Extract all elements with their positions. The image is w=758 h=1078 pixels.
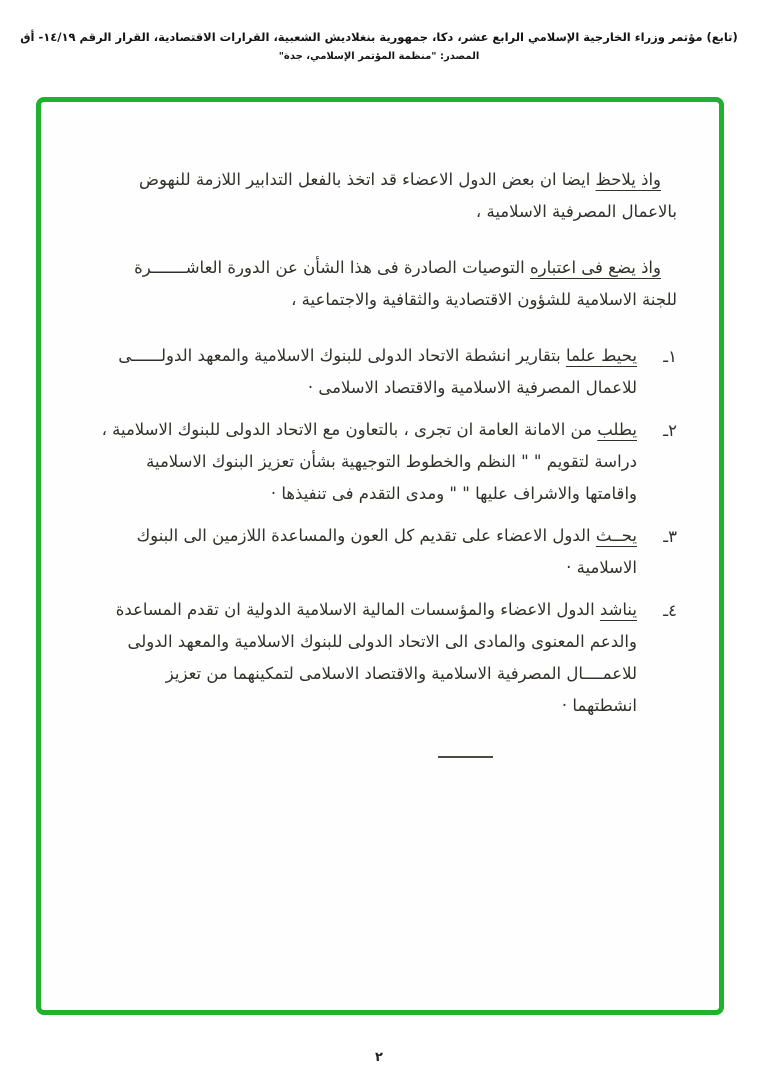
numbered-item — [83, 594, 677, 722]
item-number: ٣ـ — [663, 527, 677, 546]
item-number: ٤ـ — [663, 601, 677, 620]
preamble-paragraph — [83, 252, 677, 316]
scanned-text-body — [83, 164, 677, 758]
page-number: ٢ — [375, 1050, 383, 1065]
paragraph-text: ايضا ان بعض الدول الاعضاء قد اتخذ بالفعل التدابير اللازمة للنهوض بالاعمال المصرفية الاسلامية ، — [139, 170, 677, 221]
end-of-text-divider — [438, 756, 493, 758]
item-text — [83, 414, 637, 510]
numbered-item — [83, 520, 677, 584]
numbered-item — [83, 414, 677, 510]
item-text — [83, 520, 637, 584]
paragraph-text: الدول الاعضاء والمؤسسات المالية الاسلامية الدولية ان تقدم المساعدة والدعم المعنوى والمادى الى الاتحاد الدولى للبنوك الاسلامية والمعهد الدولى للاعمــــال المصرفية الاسلامية والاقتصاد الاسلامى لتمكينهما من تعزيز انشطتهما · — [115, 600, 637, 715]
header-citation: (تابع) مؤتمر وزراء الخارجية الإسلامي الرابع عشر، دكا، جمهورية بنغلاديش الشعبية، القرارات الاقتصادية، القرار الرقم ١٤/١٩- أق — [20, 30, 738, 44]
document-header — [0, 30, 758, 62]
item-text — [83, 594, 637, 722]
paragraph-text: الدول الاعضاء على تقديم كل العون والمساعدة اللازمين الى البنوك الاسلامية · — [136, 526, 637, 577]
item-text — [83, 340, 637, 404]
scan-highlight-border — [36, 97, 724, 1015]
paragraph-lead: واذ يضع فى اعتباره — [530, 258, 661, 277]
paragraph-lead: يحيط علما — [565, 346, 637, 365]
paragraph-text: التوصيات الصادرة فى هذا الشأن عن الدورة العاشـــــــرة للجنة الاسلامية للشؤون الاقتصادية والثقافية والاجتماعية ، — [134, 258, 677, 309]
paragraph-lead: يناشد — [599, 600, 637, 619]
paragraph-text: من الامانة العامة ان تجرى ، بالتعاون مع الاتحاد الدولى للبنوك الاسلامية ، دراسة لتقويم " " النظم والخطوط التوجيهية بشأن تعزيز البنوك الاسلامية واقامتها والاشراف عليها " " ومدى التقدم فى تنفيذها · — [101, 420, 637, 503]
header-source: المصدر: "منظمة المؤتمر الإسلامي، جدة" — [278, 51, 480, 62]
paragraph-lead: يطلب — [597, 420, 637, 439]
preamble-paragraph — [83, 164, 677, 228]
paragraph-text: بتقارير انشطة الاتحاد الدولى للبنوك الاسلامية والمعهد الدولــــــى للاعمال المصرفية الاسلامية والاقتصاد الاسلامى · — [118, 346, 637, 397]
paragraph-lead: واذ يلاحظ — [595, 170, 661, 189]
paragraph-lead: يحــث — [595, 526, 637, 545]
item-number: ٢ـ — [663, 421, 677, 440]
numbered-item — [83, 340, 677, 404]
item-number: ١ـ — [663, 347, 677, 366]
